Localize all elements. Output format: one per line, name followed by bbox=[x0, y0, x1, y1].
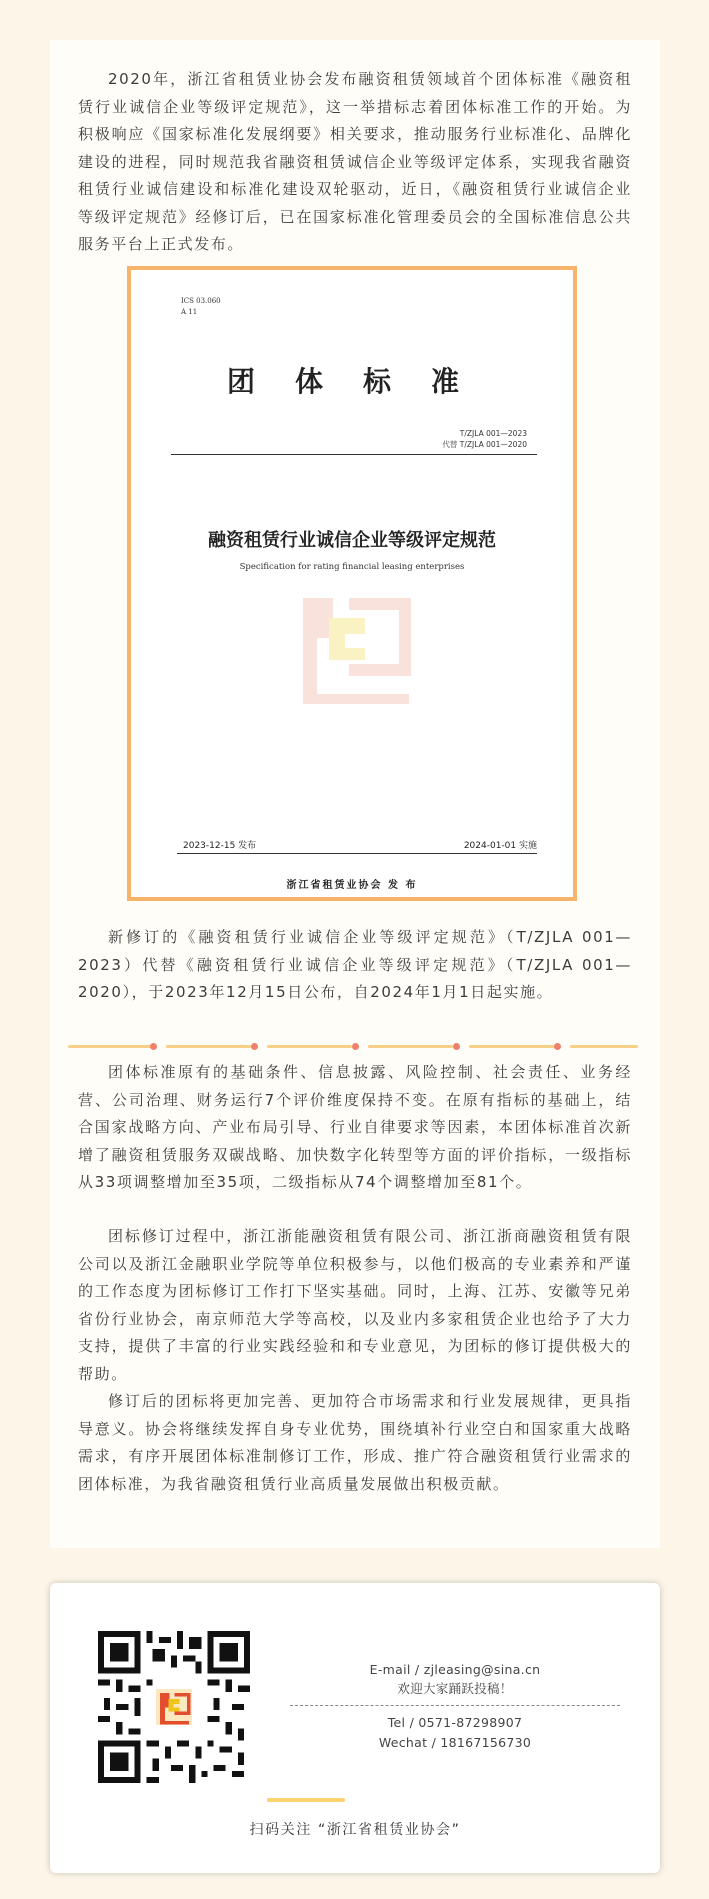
article-body bbox=[50, 40, 660, 1548]
contact-email: E-mail / zjleasing@sina.cn bbox=[369, 1662, 541, 1677]
standard-cover-image bbox=[127, 266, 577, 901]
divider-dot bbox=[352, 1043, 359, 1050]
cover-standard-subtitle-en: Specification for rating financial leasing enterprises bbox=[239, 562, 465, 572]
divider-line bbox=[166, 1045, 251, 1048]
divider-dot bbox=[251, 1043, 258, 1050]
section-divider bbox=[68, 1042, 638, 1052]
cover-ics-code: ICS 03.060 A 11 bbox=[181, 297, 221, 316]
paragraph-indicators: 团体标准原有的基础条件、信息披露、风险控制、社会责任、业务经营、公司治理、财务运行7个评价维度保持不变。在原有指标的基础上，结合国家战略方向、产业布局引导、行业自律要求等因素，本团体标准首次新增了融资租赁服务双碳战略、加快数字化转型等方面的评价指标，一级指标从33项调整增加至35项，二级指标从74个调整增加至81个。 bbox=[78, 1063, 632, 1191]
paragraph-contributors: 团标修订过程中，浙江浙能融资租赁有限公司、浙江浙商融资租赁有限公司以及浙江金融职业学院等单位积极参与，以他们极高的专业素养和严谨的工作态度为团标修订工作打下坚实基础。同时，上海、江苏、安徽等兄弟省份行业协会，南京师范大学等高校，以及业内多家租赁企业也给予了大力支持，提供了丰富的行业实践经验和和专业意见，为团标的修订提供极大的帮助。 bbox=[78, 1227, 632, 1383]
follow-prompt: 扫码关注 “浙江省租赁业协会” bbox=[249, 1822, 461, 1838]
association-logo-icon bbox=[289, 588, 423, 708]
contact-welcome: 欢迎大家踊跃投稿！ bbox=[397, 1681, 513, 1696]
paragraph-intro: 2020年，浙江省租赁业协会发布融资租赁领域首个团体标准《融资租赁行业诚信企业等级评定规范》，这一举措标志着团体标准工作的开始。为积极响应《国家标准化发展纲要》相关要求，推动服务行业标准化、品牌化建设的进程，同时规范我省融资租赁诚信企业等级评定体系，实现我省融资租赁行业诚信建设和标准化建设双轮驱动，近日，《融资租赁行业诚信企业等级评定规范》经修订后，已在国家标准化管理委员会的全国标准信息公共服务平台上正式发布。 bbox=[78, 70, 632, 253]
qr-code-icon[interactable] bbox=[98, 1631, 250, 1783]
contact-tel: Tel / 0571-87298907 bbox=[387, 1715, 523, 1730]
cover-publisher: 浙江省租赁业协会 发 布 bbox=[286, 880, 418, 891]
divider-line bbox=[368, 1045, 453, 1048]
cover-release-date: 2023-12-15 发布 bbox=[183, 841, 257, 851]
follow-underline bbox=[267, 1798, 345, 1802]
divider-dot bbox=[150, 1043, 157, 1050]
divider-line bbox=[570, 1045, 638, 1048]
cover-standard-number: T/ZJLA 001—2023 代替 T/ZJLA 001—2020 bbox=[442, 429, 527, 449]
contact-wechat: Wechat / 18167156730 bbox=[378, 1735, 532, 1750]
contact-divider bbox=[290, 1705, 620, 1706]
paragraph-revision-info: 新修订的《融资租赁行业诚信企业等级评定规范》（T/ZJLA 001—2023）代替《融资租赁行业诚信企业等级评定规范》（T/ZJLA 001—2020），于2023年12月15日公布，自2024年1月1日起实施。 bbox=[78, 928, 632, 1001]
divider-dot bbox=[554, 1043, 561, 1050]
cover-standard-title: 融资租赁行业诚信企业等级评定规范 bbox=[208, 530, 496, 551]
cover-big-title: 团体标准 bbox=[226, 365, 499, 398]
divider-line bbox=[469, 1045, 554, 1048]
divider-line bbox=[68, 1045, 153, 1048]
contact-card bbox=[50, 1583, 660, 1873]
cover-top-rule bbox=[171, 454, 537, 455]
divider-dot bbox=[453, 1043, 460, 1050]
cover-effective-date: 2024-01-01 实施 bbox=[463, 841, 537, 851]
cover-bottom-rule bbox=[177, 853, 537, 854]
paragraph-outlook: 修订后的团标将更加完善、更加符合市场需求和行业发展规律，更具指导意义。协会将继续发挥自身专业优势，围绕填补行业空白和国家重大战略需求，有序开展团体标准制修订工作，形成、推广符合融资租赁行业需求的团体标准，为我省融资租赁行业高质量发展做出积极贡献。 bbox=[78, 1392, 632, 1493]
divider-line bbox=[267, 1045, 352, 1048]
